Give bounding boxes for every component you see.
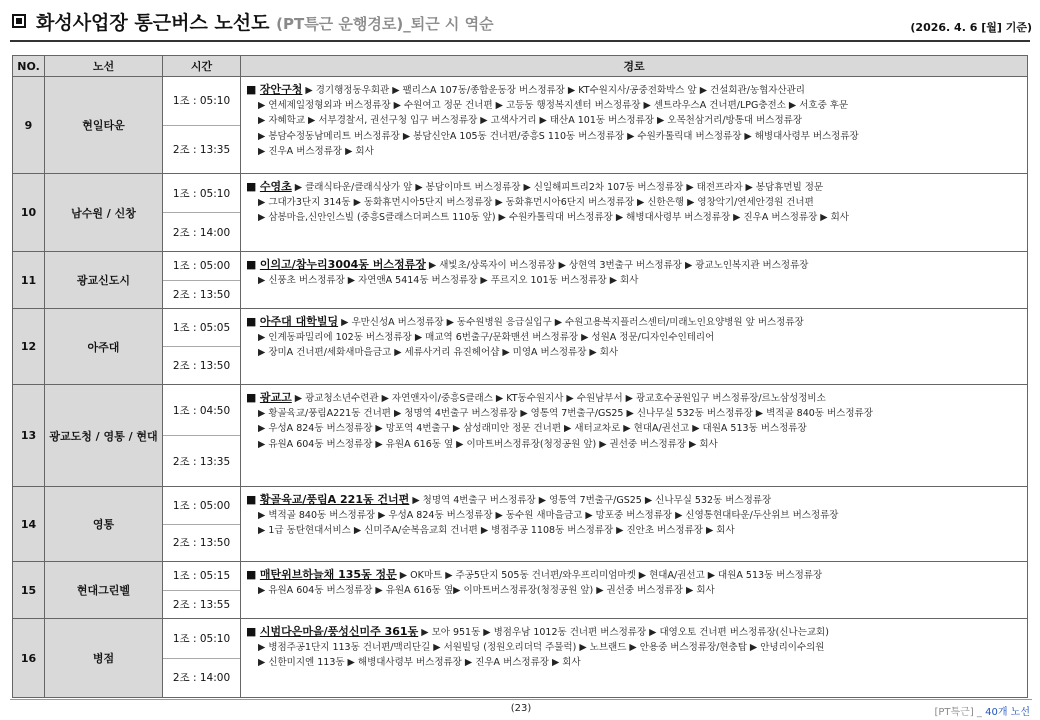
path-line <box>246 273 1027 288</box>
route-path <box>241 487 1027 561</box>
route-number: 11 <box>13 252 45 308</box>
square-bullet-icon: ■ <box>246 391 260 404</box>
shift-times <box>163 619 241 697</box>
route-number: 12 <box>13 309 45 384</box>
shift-times <box>163 174 241 251</box>
path-stops: ▶ 1급 동탄현대서비스 ▶ 신미주A/순복음교회 건너편 ▶ 병점주공 1108동 버스정류장 ▶ 진안초 버스정류장 ▶ 회사 <box>258 525 735 537</box>
shift-times <box>163 562 241 618</box>
route-path <box>241 309 1027 384</box>
path-stops: ▶ 봉담수정동남메리트 버스정류장 ▶ 봉담신안A 105동 건너편/중흥S 110동 버스정류장 ▶ 수원카톨릭대 버스정류장 ▶ 해병대사령부 버스정류장 <box>258 130 859 142</box>
start-stop: 이의고/참누리3004동 버스정류장 <box>259 258 426 271</box>
path-stops: ▶ 병점주공1단지 113동 건너편/맥리단길 ▶ 서원빌딩 (정원오리더덕 주물럭) ▶ 노브랜드 ▶ 안용중 버스정류장/현충탑 ▶ 안녕리이수의원 <box>258 642 825 654</box>
path-line <box>246 523 1027 538</box>
square-bullet-icon: ■ <box>246 258 260 271</box>
start-stop: 장안구청 <box>259 83 303 96</box>
path-line <box>246 210 1027 225</box>
header-divider <box>10 40 1030 42</box>
path-stops: ▶ 연세제일정형외과 버스정류장 ▶ 수원여고 정문 건너편 ▶ 고등동 행정복지센터 버스정류장 ▶ 센트라우스A 건너편/LPG충전소 ▶ 서호중 후문 <box>258 100 849 112</box>
path-line <box>246 144 1027 159</box>
start-stop: 매탄위브하늘채 135동 정문 <box>259 568 397 581</box>
path-line <box>246 406 1027 421</box>
shift-1-time: 1조 : 05:00 <box>172 260 231 273</box>
route-path <box>241 252 1027 308</box>
route-name: 광교신도시 <box>45 252 163 308</box>
shift-1-time: 1조 : 05:10 <box>172 187 231 200</box>
shift-1-time: 1조 : 05:10 <box>172 95 231 108</box>
path-line <box>246 345 1027 360</box>
page-header <box>10 4 1032 38</box>
path-line <box>246 113 1027 128</box>
path-line <box>246 98 1027 113</box>
footer-separator: _ <box>973 707 986 718</box>
path-stops: ▶ 장미A 건너편/세화새마을금고 ▶ 세류사거리 유진헤어샵 ▶ 미영A 버스정류장 ▶ 회사 <box>258 347 619 359</box>
route-name: 영통 <box>45 487 163 561</box>
shift-2-time: 2조 : 13:50 <box>163 280 240 309</box>
header-time: 시간 <box>163 56 241 76</box>
path-line <box>246 195 1027 210</box>
path-stops: ▶ 황골육교/풍림A221동 건너편 ▶ 청명역 4번출구 버스정류장 ▶ 영통역 7번출구/GS25 ▶ 신나무실 532동 버스정류장 ▶ 벽적골 840동 버스정류장 <box>258 408 873 420</box>
path-stops: ▶ 삼봉마을,신안인스빌 (중흥S클래스더퍼스트 110동 앞) ▶ 수원카톨릭대 버스정류장 ▶ 해병대사령부 버스정류장 ▶ 진우A 버스정류장 ▶ 회사 <box>258 212 849 224</box>
route-path <box>241 174 1027 251</box>
route-name: 병점 <box>45 619 163 697</box>
path-stops: ▶ 진우A 버스정류장 ▶ 회사 <box>258 145 374 157</box>
shift-2-time: 2조 : 13:55 <box>163 590 240 619</box>
start-stop: 아주대 대학빌딩 <box>259 315 339 328</box>
path-line <box>246 624 1027 640</box>
start-stop: 수영초 <box>259 180 292 193</box>
shift-times <box>163 252 241 308</box>
table-row <box>13 77 1027 174</box>
shift-times <box>163 309 241 384</box>
path-stops: ▶ 인계동파밀리에 102동 버스정류장 ▶ 매교역 6번출구/문화맨션 버스정류장 ▶ 성원A 정문/디자인수인테리어 <box>258 332 715 344</box>
shift-1-time: 1조 : 05:00 <box>172 499 231 512</box>
path-stops: ▶ 광교청소년수련관 ▶ 자연앤자이/중흥S클래스 ▶ KT동수원지사 ▶ 수원남부서 ▶ 광교호수공원입구 버스정류장/르노삼성정비소 <box>291 393 826 404</box>
path-stops: ▶ 청명역 4번출구 버스정류장 ▶ 영통역 7번출구/GS25 ▶ 신나무실 532동 버스정류장 <box>409 495 772 506</box>
path-stops: ▶ 모아 951동 ▶ 병점우남 1012동 건너편 버스정류장 ▶ 대영오토 건너편 버스정류장(신나는교회) <box>418 627 829 638</box>
path-line <box>246 583 1027 598</box>
table-row <box>13 252 1027 309</box>
page-footer <box>10 699 1032 717</box>
square-bullet-icon <box>12 14 26 28</box>
path-line <box>246 330 1027 345</box>
path-stops: ▶ 신풍초 버스정류장 ▶ 자연앤A 5414동 버스정류장 ▶ 푸르지오 101동 버스정류장 ▶ 회사 <box>258 275 639 287</box>
route-name: 현일타운 <box>45 77 163 173</box>
path-line <box>246 640 1027 655</box>
table-row <box>13 385 1027 487</box>
path-line <box>246 257 1027 273</box>
route-number: 15 <box>13 562 45 618</box>
page-title <box>36 8 494 35</box>
path-stops: ▶ 경기행정동우회관 ▶ 팰리스A 107동/종합운동장 버스정류장 ▶ KT수원지사/공중전화박스 앞 ▶ 건설회관/농협자산관리 <box>302 85 805 96</box>
route-number: 16 <box>13 619 45 697</box>
table-row <box>13 174 1027 252</box>
path-line <box>246 129 1027 144</box>
table-row <box>13 562 1027 619</box>
route-path <box>241 385 1027 486</box>
path-line <box>246 179 1027 195</box>
table-row <box>13 619 1027 697</box>
start-stop: 광교고 <box>259 391 292 404</box>
path-stops: ▶ 그대가3단지 314동 ▶ 동화휴먼시아5단지 버스정류장 ▶ 동화휴먼시아6단지 버스정류장 ▶ 신한은행 ▶ 영창악기/연세안경원 건너편 <box>258 197 814 209</box>
reference-date: (2026. 4. 6 [월] 기준) <box>910 21 1032 34</box>
footer-route-count: 40개 노선 <box>985 707 1030 718</box>
path-line <box>246 437 1027 452</box>
path-stops: ▶ 우성A 824동 버스정류장 ▶ 망포역 4번출구 ▶ 삼성래미안 정문 건너편 ▶ 새터교차로 ▶ 현대A/권선고 ▶ 대원A 513동 버스정류장 <box>258 423 807 435</box>
page-number: (23) <box>510 703 532 714</box>
path-line <box>246 314 1027 330</box>
square-bullet-icon: ■ <box>246 180 260 193</box>
shift-1-time: 1조 : 05:05 <box>172 322 231 334</box>
route-path <box>241 77 1027 173</box>
route-path <box>241 619 1027 697</box>
route-name: 광교도청 / 영통 / 현대 <box>45 385 163 486</box>
route-name: 아주대 <box>45 309 163 384</box>
route-path <box>241 562 1027 618</box>
start-stop: 황골육교/풍림A 221동 건너편 <box>259 493 410 506</box>
path-stops: ▶ 자혜학교 ▶ 서부경찰서, 권선구청 입구 버스정류장 ▶ 고색사거리 ▶ 태산A 101동 버스정류장 ▶ 오목천삼거리/방통대 버스정류장 <box>258 115 802 127</box>
path-stops: ▶ 벽적골 840동 버스정류장 ▶ 우성A 824동 버스정류장 ▶ 동수원 새마을금고 ▶ 망포중 버스정류장 ▶ 신영통현대타운/두산위브 버스정류장 <box>258 510 839 522</box>
path-line <box>246 508 1027 523</box>
route-number: 14 <box>13 487 45 561</box>
shift-times <box>163 77 241 173</box>
path-stops: ▶ 우만신성A 버스정류장 ▶ 동수원병원 응급실입구 ▶ 수원고용복지플러스센터/미래노인요양병원 앞 버스정류장 <box>338 317 804 328</box>
shift-1-time: 1조 : 05:10 <box>172 632 231 645</box>
table-row <box>13 487 1027 562</box>
square-bullet-icon: ■ <box>246 493 260 506</box>
shift-2-time: 2조 : 13:50 <box>163 524 240 562</box>
title-subtitle: (PT특근 운행경로)_퇴근 시 역순 <box>276 15 494 33</box>
square-bullet-icon: ■ <box>246 83 260 96</box>
footer-note <box>934 703 1030 718</box>
route-number: 9 <box>13 77 45 173</box>
path-stops: ▶ 유원A 604동 버스정류장 ▶ 유원A 616동 옆▶ 이마트버스정류장(청정공원 앞) ▶ 권선중 버스정류장 ▶ 회사 <box>258 585 715 597</box>
path-stops: ▶ 새빛초/상록자이 버스정류장 ▶ 상현역 3번출구 버스정류장 ▶ 광교노인복지관 버스정류장 <box>425 260 809 271</box>
header-route: 노선 <box>45 56 163 76</box>
shift-2-time: 2조 : 14:00 <box>163 212 240 251</box>
shift-2-time: 2조 : 13:35 <box>163 435 240 486</box>
path-stops: ▶ OK마트 ▶ 주공5단지 505동 건너편/와우프리미엄마켓 ▶ 현대A/권선고 ▶ 대원A 513동 버스정류장 <box>396 570 823 581</box>
route-table <box>12 55 1028 698</box>
shift-2-time: 2조 : 13:35 <box>163 125 240 174</box>
table-header-row <box>13 56 1027 77</box>
square-bullet-icon: ■ <box>246 315 260 328</box>
path-line <box>246 567 1027 583</box>
header-no: NO. <box>13 56 45 76</box>
path-line <box>246 421 1027 436</box>
shift-times <box>163 385 241 486</box>
footer-label: [PT특근] <box>934 707 974 718</box>
route-number: 10 <box>13 174 45 251</box>
path-line <box>246 492 1027 508</box>
square-bullet-icon: ■ <box>246 568 260 581</box>
route-name: 현대그린벨 <box>45 562 163 618</box>
path-line <box>246 82 1027 98</box>
shift-1-time: 1조 : 04:50 <box>172 404 231 417</box>
path-stops: ▶ 클래식타운/클래식상가 앞 ▶ 봉담이마트 버스정류장 ▶ 신일해피트리2차 107동 버스정류장 ▶ 태전프라자 ▶ 봉담휴먼빌 정문 <box>291 182 824 193</box>
shift-1-time: 1조 : 05:15 <box>172 570 231 583</box>
path-stops: ▶ 유원A 604동 버스정류장 ▶ 유원A 616동 옆 ▶ 이마트버스정류장(청정공원 앞) ▶ 권선중 버스정류장 ▶ 회사 <box>258 438 718 450</box>
path-line <box>246 390 1027 406</box>
shift-times <box>163 487 241 561</box>
shift-2-time: 2조 : 14:00 <box>163 658 240 698</box>
square-bullet-icon: ■ <box>246 625 260 638</box>
shift-2-time: 2조 : 13:50 <box>163 346 240 384</box>
path-line <box>246 655 1027 670</box>
start-stop: 시범다은마을/풍성신미주 361동 <box>259 625 419 638</box>
table-row <box>13 309 1027 385</box>
title-text: 화성사업장 통근버스 노선도 <box>36 12 270 34</box>
path-stops: ▶ 신한미지엔 113동 ▶ 해병대사령부 버스정류장 ▶ 진우A 버스정류장 ▶ 회사 <box>258 657 581 669</box>
header-path: 경로 <box>623 60 645 73</box>
route-name: 남수원 / 신창 <box>45 174 163 251</box>
route-number: 13 <box>13 385 45 486</box>
